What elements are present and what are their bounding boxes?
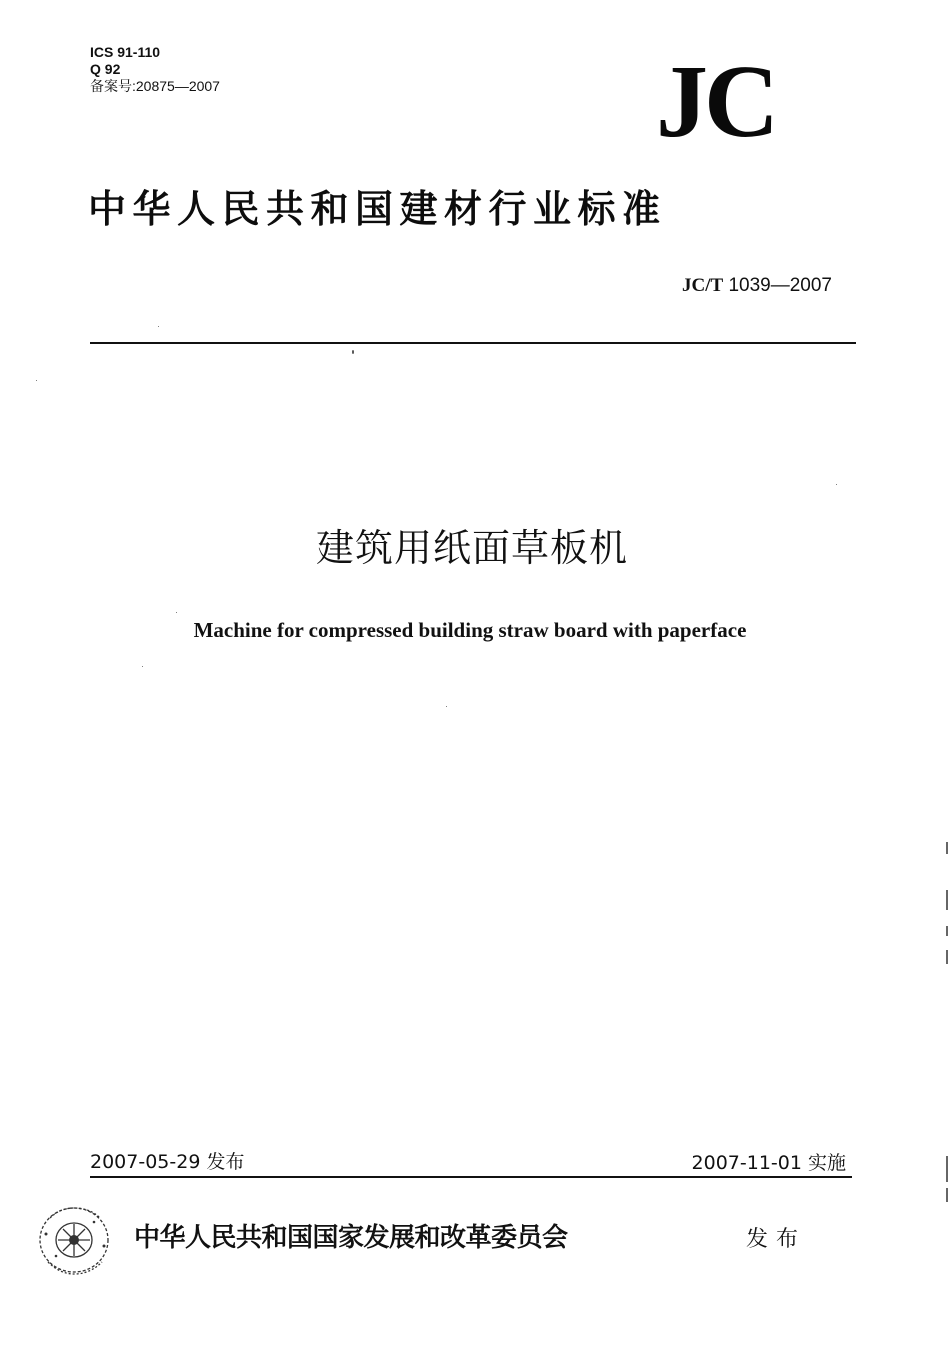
scan-edge-mark — [946, 842, 948, 854]
official-seal-icon — [30, 1200, 120, 1280]
standard-category-title: 中华人民共和国建材行业标准 — [88, 186, 667, 231]
classification-block — [90, 44, 220, 95]
document-title-chinese: 建筑用纸面草板机 — [315, 526, 628, 570]
scan-edge-mark — [946, 1188, 948, 1202]
scan-speck — [352, 350, 354, 354]
standard-code: JC/T — [681, 275, 724, 296]
ccs-code: Q 92 — [90, 61, 121, 77]
issue-date: 2007-05-29 发布 — [90, 1151, 245, 1173]
standard-number — [682, 274, 832, 298]
implementation-date: 2007-11-01 实施 — [691, 1152, 846, 1174]
scan-speck — [36, 380, 37, 381]
scan-edge-mark — [946, 890, 948, 910]
bottom-divider — [90, 1176, 852, 1178]
standard-number-value: 1039—2007 — [728, 275, 832, 296]
document-title-english: Machine for compressed building straw board with paperface — [193, 618, 747, 642]
filing-number: 备案号:20875—2007 — [90, 78, 220, 94]
scan-edge-mark — [946, 926, 948, 936]
scan-speck — [446, 706, 447, 707]
scan-edge-mark — [946, 950, 948, 964]
issuing-authority-suffix: 发布 — [746, 1227, 807, 1252]
ics-code: ICS 91-110 — [90, 44, 161, 60]
scan-speck — [176, 612, 177, 613]
scan-speck — [142, 666, 143, 667]
jc-logo: JC — [656, 44, 776, 159]
scan-edge-mark — [946, 1156, 948, 1182]
scan-speck — [836, 484, 837, 485]
scan-speck — [158, 326, 159, 327]
issuing-authority: 中华人民共和国国家发展和改革委员会 — [134, 1223, 568, 1253]
top-divider — [90, 342, 856, 344]
